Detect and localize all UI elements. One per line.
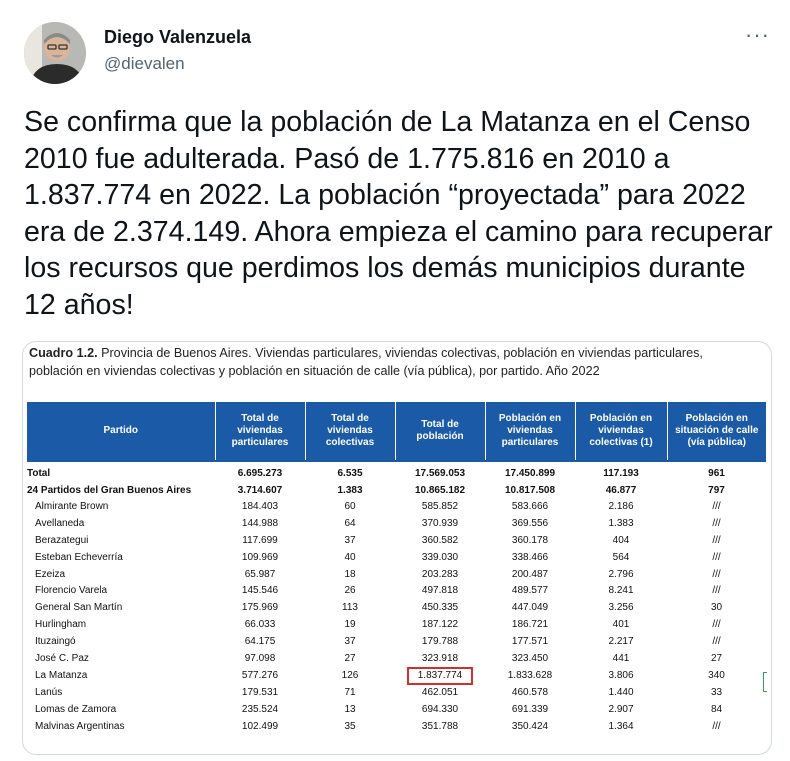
value-cell: 3.714.607: [237, 484, 283, 496]
table-row: [27, 583, 766, 600]
highlighted-value: 1.837.774: [407, 667, 474, 685]
caption-label: Cuadro 1.2.: [29, 346, 98, 360]
value-cell: 360.178: [511, 535, 549, 547]
value-cell: 102.499: [241, 721, 279, 733]
partido-cell: La Matanza: [35, 670, 88, 682]
value-cell: 71: [344, 687, 356, 699]
value-cell: 46.877: [605, 484, 637, 496]
table-row: [27, 461, 766, 482]
partido-cell: Lanús: [35, 687, 63, 699]
value-cell: ///: [712, 585, 721, 597]
value-cell: 489.577: [511, 585, 549, 597]
value-cell: 144.988: [241, 518, 279, 530]
partido-cell: Hurlingham: [35, 619, 87, 631]
value-cell: 450.335: [421, 602, 459, 614]
partido-cell: Berazategui: [35, 535, 89, 547]
partido-cell: Esteban Echeverría: [35, 551, 123, 563]
partido-cell: Ituzaingó: [35, 635, 76, 647]
value-cell: 1.383: [337, 484, 363, 496]
table-row: [27, 532, 766, 549]
table-row: [27, 599, 766, 616]
value-cell: 186.721: [511, 619, 549, 631]
value-cell: 6.535: [305, 461, 395, 482]
value-cell: 441: [612, 652, 630, 664]
partido-cell: 24 Partidos del Gran Buenos Aires: [27, 484, 192, 496]
value-cell: 6.695.273: [215, 461, 305, 482]
value-cell: 585.852: [421, 501, 459, 513]
value-cell: 179.531: [241, 687, 279, 699]
value-cell: 33: [710, 687, 723, 699]
value-cell: 97.098: [244, 652, 276, 664]
value-cell: 27: [710, 652, 723, 664]
value-cell: 13: [344, 704, 356, 716]
value-cell: 404: [612, 535, 630, 547]
value-cell: 462.051: [421, 687, 459, 699]
value-cell: 401: [612, 619, 630, 631]
value-cell: 17.450.899: [485, 461, 575, 482]
value-cell: 184.403: [241, 501, 279, 513]
value-cell: 175.969: [241, 602, 279, 614]
value-cell: 19: [344, 619, 356, 631]
value-cell: 338.466: [511, 551, 549, 563]
column-header: Total de viviendas particulares: [215, 402, 305, 461]
value-cell: 3.256: [608, 602, 634, 614]
caption-text: Provincia de Buenos Aires. Viviendas particulares, viviendas colectivas, población en viviendas particulares, población en viviendas colectivas y población en situación de calle (vía pública), por partido. Año 2022: [29, 346, 703, 378]
value-cell: 117.193: [575, 461, 667, 482]
value-cell: 583.666: [511, 501, 549, 513]
partido-cell: Total: [27, 461, 215, 482]
value-cell: 37: [344, 535, 356, 547]
value-cell: 497.818: [421, 585, 459, 597]
value-cell: 1.364: [608, 721, 634, 733]
author-avatar[interactable]: [24, 22, 86, 84]
value-cell: 10.817.508: [504, 484, 556, 496]
value-cell: 351.788: [421, 721, 459, 733]
value-cell: 460.578: [511, 687, 549, 699]
table-row: [27, 482, 766, 499]
table-row: [27, 650, 766, 667]
value-cell: 126: [341, 670, 359, 682]
partido-cell: Avellaneda: [35, 518, 85, 530]
value-cell: 117.699: [242, 535, 278, 547]
value-cell: 179.788: [421, 635, 459, 647]
column-header: Partido: [27, 402, 215, 461]
value-cell: 27: [344, 652, 356, 664]
partido-cell: Lomas de Zamora: [35, 704, 117, 716]
value-cell: 564: [612, 551, 630, 563]
value-cell: 1.440: [608, 687, 634, 699]
value-cell: 577.276: [241, 670, 279, 682]
census-table: [27, 402, 766, 735]
value-cell: 323.450: [511, 652, 549, 664]
value-cell: 18: [344, 568, 356, 580]
value-cell: 66.033: [244, 619, 276, 631]
value-cell: 10.865.182: [414, 484, 466, 496]
table-row: [27, 616, 766, 633]
table-row: [27, 566, 766, 583]
value-cell: 37: [344, 635, 356, 647]
value-cell: 26: [344, 585, 356, 597]
value-cell: [395, 667, 485, 685]
value-cell: 350.424: [511, 721, 549, 733]
value-cell: 35: [344, 721, 356, 733]
value-cell: 694.330: [421, 704, 459, 716]
column-header: Total de viviendas colectivas: [305, 402, 395, 461]
table-row: [27, 549, 766, 566]
column-header: Población en viviendas colectivas (1): [575, 402, 667, 461]
column-header: Total de población: [395, 402, 485, 461]
value-cell: 84: [710, 704, 723, 716]
table-row: [27, 701, 766, 718]
partido-cell: Malvinas Argentinas: [35, 721, 125, 733]
value-cell: 3.806: [608, 670, 634, 682]
value-cell: 340: [708, 670, 725, 682]
table-row: [27, 499, 766, 516]
tweet-text: Se confirma que la población de La Matanza en el Censo 2010 fue adulterada. Pasó de 1.775.816 en 2010 a 1.837.774 en 2022. La población “proyectada” para 2022 era de 2.374.149. Ahora empieza el camino para recuperar los recursos que perdimos los demás municipios durante 12 años!: [24, 106, 773, 321]
partido-cell: Florencio Varela: [35, 585, 108, 597]
table-row: [27, 667, 766, 685]
partido-cell: Ezeiza: [35, 568, 66, 580]
value-cell: ///: [712, 568, 721, 580]
partido-cell: Almirante Brown: [35, 501, 109, 513]
value-cell: 2.796: [608, 568, 634, 580]
table-row: [27, 633, 766, 650]
value-cell: ///: [712, 551, 721, 563]
value-cell: 1.833.628: [507, 670, 553, 682]
table-row: [27, 685, 766, 702]
value-cell: 187.122: [421, 619, 459, 631]
value-cell: 60: [344, 501, 356, 513]
value-cell: 339.030: [421, 551, 459, 563]
value-cell: ///: [712, 518, 721, 530]
value-cell: 65.987: [244, 568, 276, 580]
value-cell: 145.546: [241, 585, 279, 597]
value-cell: 691.339: [511, 704, 549, 716]
value-cell: 8.241: [608, 585, 634, 597]
value-cell: 203.283: [421, 568, 459, 580]
value-cell: ///: [712, 721, 721, 733]
value-cell: 235.524: [241, 704, 279, 716]
value-cell: 64: [344, 518, 356, 530]
value-cell: 17.569.053: [395, 461, 485, 482]
tweet-image[interactable]: [22, 341, 772, 755]
value-cell: ///: [712, 635, 721, 647]
column-header: Población en viviendas particulares: [485, 402, 575, 461]
value-cell: ///: [712, 501, 721, 513]
author-name[interactable]: Diego Valenzuela: [104, 27, 252, 47]
table-row: [27, 718, 766, 735]
table-caption: [29, 344, 759, 380]
value-cell: 40: [344, 551, 356, 563]
value-cell: 109.969: [241, 551, 279, 563]
scroll-marker: [763, 672, 767, 692]
value-cell: 177.571: [511, 635, 549, 647]
column-header: Población en situación de calle (vía pública): [667, 402, 766, 461]
value-cell: 369.556: [511, 518, 549, 530]
more-options-icon[interactable]: ···: [745, 22, 770, 47]
partido-cell: José C. Paz: [35, 652, 89, 664]
author-handle[interactable]: @dievalen: [104, 54, 185, 73]
value-cell: 1.383: [608, 518, 634, 530]
value-cell: 360.582: [421, 535, 459, 547]
value-cell: 797: [708, 484, 725, 496]
value-cell: 323.918: [421, 652, 459, 664]
table-row: [27, 515, 766, 532]
value-cell: 2.217: [608, 635, 634, 647]
value-cell: 113: [342, 602, 358, 614]
value-cell: 30: [710, 602, 723, 614]
value-cell: 961: [667, 461, 766, 482]
value-cell: ///: [712, 619, 721, 631]
partido-cell: General San Martín: [35, 602, 123, 614]
value-cell: 200.487: [511, 568, 549, 580]
value-cell: 64.175: [244, 635, 276, 647]
value-cell: 2.907: [608, 704, 634, 716]
value-cell: 447.049: [511, 602, 549, 614]
value-cell: 370.939: [421, 518, 459, 530]
value-cell: 2.186: [608, 501, 634, 513]
value-cell: ///: [712, 535, 721, 547]
